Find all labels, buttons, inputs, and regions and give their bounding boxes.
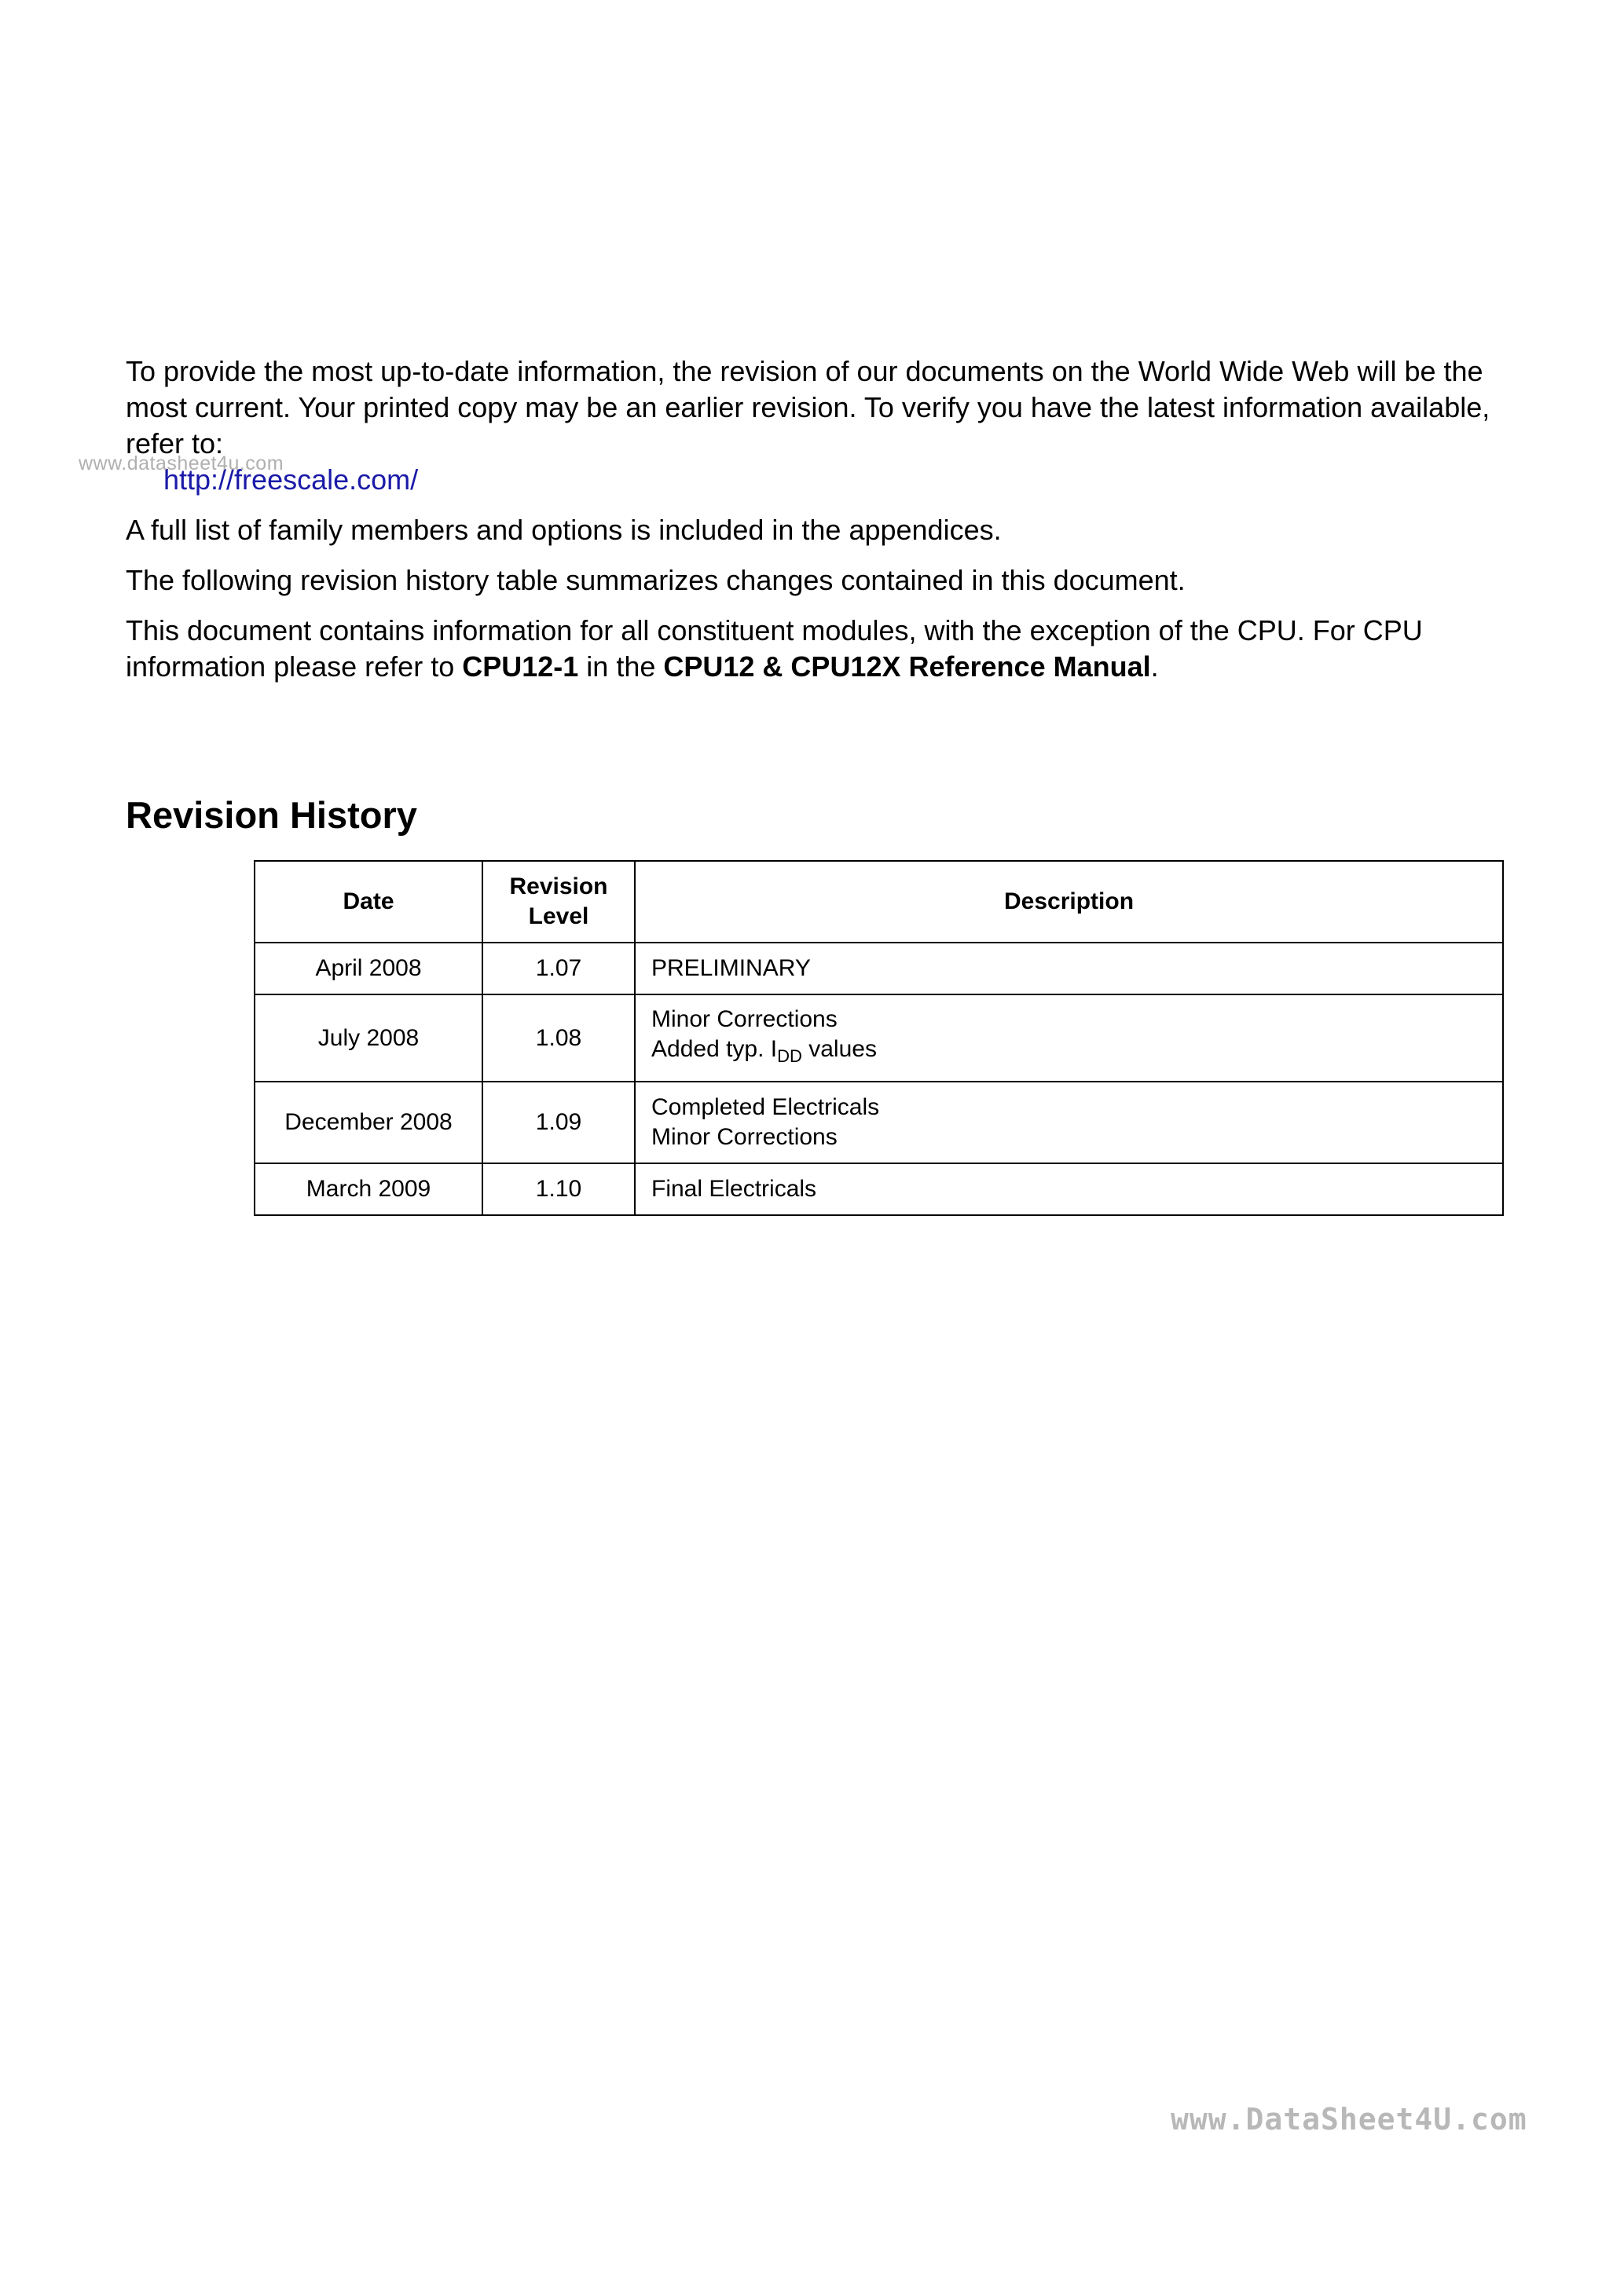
cpu-text-suffix: .	[1150, 650, 1159, 683]
row-description: PRELIMINARY	[635, 943, 1503, 994]
description-line	[651, 1036, 877, 1066]
row-date: July 2008	[255, 994, 482, 1082]
watermark-footer: www.DataSheet4U.com	[1171, 2102, 1527, 2137]
column-header-date: Date	[255, 861, 482, 943]
revision-label: Revision	[509, 873, 608, 899]
cpu12-manual-ref: CPU12 & CPU12X Reference Manual	[663, 650, 1151, 683]
table-row	[255, 943, 1503, 994]
cpu-text-mid: in the	[578, 650, 664, 683]
idd-prefix: Added typ. I	[651, 1036, 778, 1062]
freescale-link[interactable]: http://freescale.com/	[163, 463, 419, 496]
table-row	[255, 1163, 1503, 1215]
cpu-text-prefix: This document contains information for all constituent modules, with the exception of the CPU. For CPU information please refer to	[126, 614, 1423, 683]
row-description	[635, 1082, 1503, 1163]
revision-history-heading: Revision History	[126, 794, 417, 836]
row-date: March 2009	[255, 1163, 482, 1215]
intro-paragraph-family: A full list of family members and options is included in the appendices.	[126, 514, 1002, 546]
row-level: 1.10	[482, 1163, 635, 1215]
table-header-row	[255, 861, 1503, 943]
intro-paragraph-revision-summary: The following revision history table summarizes changes contained in this document.	[126, 564, 1186, 596]
row-level: 1.07	[482, 943, 635, 994]
row-date: December 2008	[255, 1082, 482, 1163]
row-date: April 2008	[255, 943, 482, 994]
level-label: Level	[528, 903, 589, 929]
description-line: Minor Corrections	[651, 1006, 838, 1032]
intro-section	[126, 353, 1524, 699]
intro-paragraph-latest-info: To provide the most up-to-date information, the revision of our documents on the World Wide Web will be the most current. Your printed copy may be an earlier revision. To verify you have the latest information available, refer to:	[126, 355, 1490, 460]
freescale-url-line	[163, 462, 1524, 498]
row-description	[635, 994, 1503, 1082]
revision-history-table	[254, 860, 1504, 1216]
idd-subscript: DD	[777, 1046, 802, 1066]
row-description: Final Electricals	[635, 1163, 1503, 1215]
idd-suffix: values	[801, 1036, 877, 1062]
intro-paragraph-cpu	[126, 613, 1524, 685]
table-row	[255, 994, 1503, 1082]
description-line: Minor Corrections	[651, 1124, 838, 1150]
description-line: Completed Electricals	[651, 1094, 880, 1120]
cpu12-1-ref: CPU12-1	[462, 650, 579, 683]
row-level: 1.08	[482, 994, 635, 1082]
column-header-description: Description	[635, 861, 1503, 943]
row-level: 1.09	[482, 1082, 635, 1163]
watermark-small: www.datasheet4u.com	[79, 452, 284, 474]
column-header-revision-level	[482, 861, 635, 943]
table-row	[255, 1082, 1503, 1163]
